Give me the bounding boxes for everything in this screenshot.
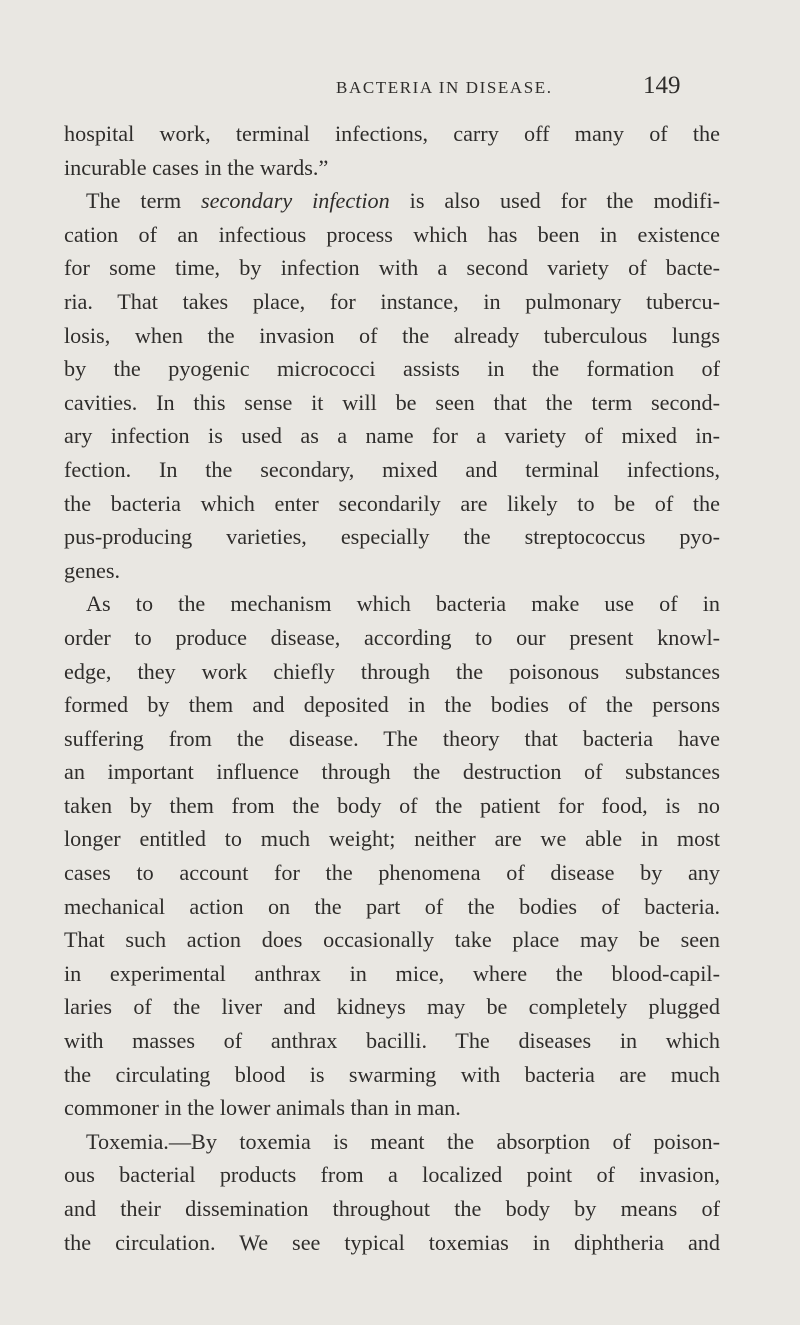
text-line: commoner in the lower animals than in man. [64, 1095, 461, 1121]
text-span: is also used for the modifi- [389, 188, 720, 214]
text-line: longer entitled to much weight; neither are we able in most [64, 826, 720, 852]
text-line [64, 184, 720, 218]
body-text [64, 117, 720, 1259]
text-line: an important influence through the destruction of substances [64, 759, 720, 785]
page-header [0, 72, 800, 108]
text-line: genes. [64, 557, 121, 583]
text-line: suffering from the disease. The theory that bacteria have [64, 725, 720, 751]
text-line: the circulation. We see typical toxemias in diphtheria and [64, 1229, 720, 1255]
page-number: 149 [643, 72, 681, 99]
text-line: order to produce disease, according to our present knowl- [64, 624, 720, 650]
text-line: formed by them and deposited in the bodies of the persons [64, 692, 720, 718]
text-line: cavities. In this sense it will be seen that the term second- [64, 389, 720, 415]
text-line: taken by them from the body of the patient for food, is no [64, 792, 720, 818]
text-line: fection. In the secondary, mixed and terminal infections, [64, 456, 720, 482]
text-line: Toxemia.—By toxemia is meant the absorption of poison- [86, 1128, 720, 1154]
text-line: and their dissemination throughout the body by means of [64, 1196, 720, 1221]
text-line: for some time, by infection with a second variety of bacte- [64, 255, 720, 281]
italic-term: secondary infection [201, 188, 390, 214]
text-line: ary infection is used as a name for a variety of mixed in- [64, 423, 720, 449]
text-line: That such action does occasionally take place may be seen [64, 927, 720, 953]
text-line: by the pyogenic micrococci assists in the formation of [64, 356, 720, 382]
text-line: ria. That takes place, for instance, in pulmonary tubercu- [64, 288, 720, 314]
text-line: hospital work, terminal infections, carry off many of the [64, 121, 720, 146]
text-line: in experimental anthrax in mice, where the blood-capil- [64, 960, 720, 986]
text-line: mechanical action on the part of the bodies of bacteria. [64, 893, 720, 919]
text-line: losis, when the invasion of the already tuberculous lungs [64, 322, 720, 348]
text-line: cation of an infectious process which has been in existence [64, 221, 720, 247]
text-line: with masses of anthrax bacilli. The diseases in which [64, 1028, 720, 1054]
text-line: cases to account for the phenomena of disease by any [64, 860, 720, 886]
text-line: laries of the liver and kidneys may be completely plugged [64, 994, 720, 1020]
text-line: the bacteria which enter secondarily are likely to be of the [64, 490, 720, 516]
text-line: ous bacterial products from a localized point of invasion, [64, 1162, 720, 1188]
text-line: As to the mechanism which bacteria make use of in [86, 591, 720, 617]
text-line: incurable cases in the wards.” [64, 154, 329, 180]
running-head: BACTERIA IN DISEASE. [336, 78, 553, 97]
text-span: The term [86, 188, 201, 214]
text-line: the circulating blood is swarming with bacteria are much [64, 1061, 720, 1087]
text-line: edge, they work chiefly through the poisonous substances [64, 658, 720, 684]
text-line: pus-producing varieties, especially the streptococcus pyo- [64, 524, 720, 550]
